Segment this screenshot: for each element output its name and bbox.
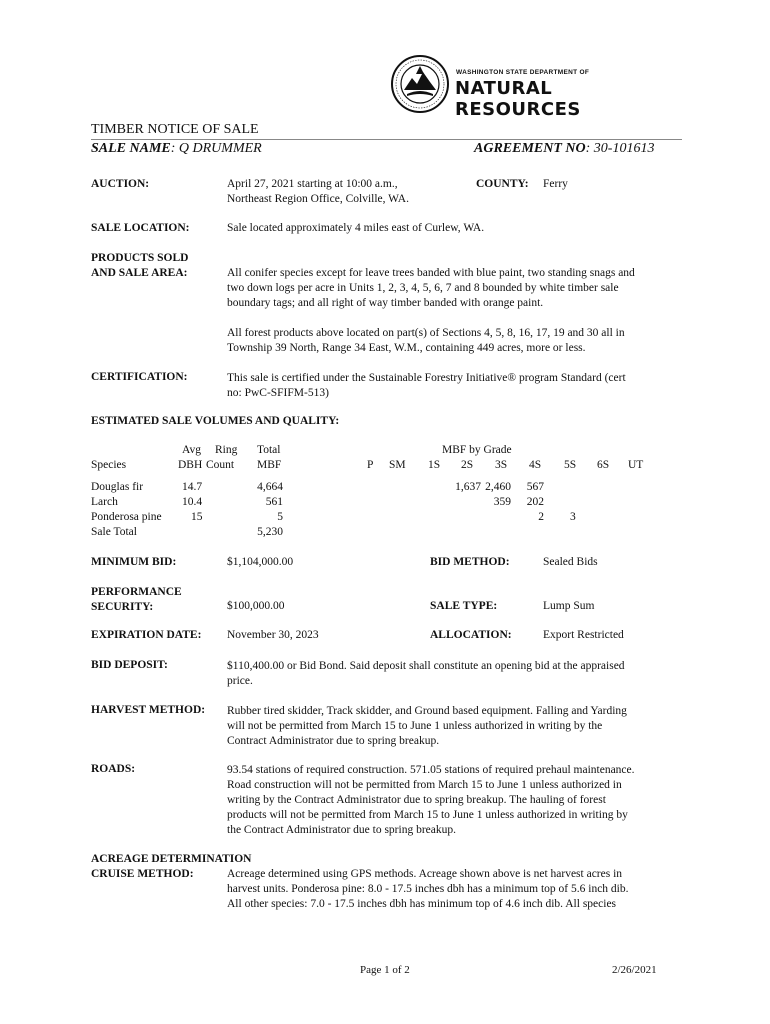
dept-line2: NATURAL RESOURCES (455, 78, 581, 120)
acreage-value (227, 867, 629, 912)
products-paragraph2 (227, 326, 625, 356)
harvest-line: Contract Administrator due to spring breakup. (227, 735, 440, 747)
col-header-count: Count (206, 459, 235, 471)
products-p1-line: All conifer species except for leave trees banded with blue paint, two standing snags and (227, 267, 635, 279)
sale-location-value: Sale located approximately 4 miles east of Curlew, WA. (227, 222, 485, 234)
min-bid-value: $1,104,000.00 (227, 556, 294, 568)
bid-deposit-line: $110,400.00 or Bid Bond. Said deposit shall constitute an opening bid at the appraised (227, 660, 625, 672)
row-species: Larch (91, 496, 118, 508)
row-total: 4,664 (257, 481, 283, 493)
min-bid-label: MINIMUM BID: (91, 556, 177, 568)
bid-method-label: BID METHOD: (430, 556, 510, 568)
grade-header-4s: 4S (529, 459, 542, 471)
expiration-label: EXPIRATION DATE: (91, 629, 202, 641)
col-header-dbh: DBH (178, 459, 203, 471)
page-number: Page 1 of 2 (360, 964, 410, 976)
title-divider (91, 139, 682, 140)
row-total: 561 (265, 496, 283, 508)
row-grade-3s: 359 (493, 496, 511, 508)
county-label: COUNTY: (476, 178, 529, 190)
row-grade-3s: 2,460 (485, 481, 511, 493)
performance-label-line1: PERFORMANCE (91, 586, 182, 598)
performance-label (91, 585, 182, 615)
sale-name-label: SALE NAME (91, 141, 171, 156)
harvest-method-value (227, 704, 627, 749)
sale-location-label: SALE LOCATION: (91, 222, 190, 234)
performance-value: $100,000.00 (227, 600, 285, 612)
harvest-line: will not be permitted from March 15 to June 1 unless authorized in writing by the (227, 720, 603, 732)
grade-header-p: P (367, 459, 374, 471)
dnr-seal-icon (390, 54, 450, 114)
row-grade-4s: 202 (526, 496, 544, 508)
volumes-heading: ESTIMATED SALE VOLUMES AND QUALITY: (91, 415, 340, 427)
row-grade-4s: 2 (538, 511, 544, 523)
bid-deposit-label: BID DEPOSIT: (91, 659, 168, 671)
auction-line1: April 27, 2021 starting at 10:00 a.m., (227, 178, 398, 190)
certification-line: This sale is certified under the Sustainable Forestry Initiative® program Standard (cert (227, 372, 626, 384)
auction-line2: Northeast Region Office, Colville, WA. (227, 193, 409, 205)
row-grade-5s: 3 (570, 511, 576, 523)
harvest-method-label: HARVEST METHOD: (91, 704, 206, 716)
grade-header-6s: 6S (597, 459, 610, 471)
sale-type-label: SALE TYPE: (430, 600, 498, 612)
col-header-avg: Avg (182, 444, 201, 456)
products-label-line2: AND SALE AREA: (91, 267, 188, 279)
products-p2-line: All forest products above located on part(s) of Sections 4, 5, 8, 16, 17, 19 and 30 all in (227, 327, 625, 339)
certification-value (227, 371, 626, 401)
volume-table (91, 444, 671, 544)
sale-name-value: : Q DRUMMER (170, 141, 262, 156)
products-p2-line: Township 39 North, Range 34 East, W.M., containing 449 acres, more or less. (227, 342, 586, 354)
county-value: Ferry (543, 178, 568, 190)
bid-deposit-line: price. (227, 675, 253, 687)
agreement-label: AGREEMENT NO (474, 141, 586, 156)
row-dbh: 14.7 (182, 481, 203, 493)
expiration-value: November 30, 2023 (227, 629, 319, 641)
agreement-no (474, 141, 654, 157)
row-grade-2s: 1,637 (455, 481, 481, 493)
roads-label: ROADS: (91, 763, 136, 775)
products-p1-line: boundary tags; and all right of way timber banded with orange paint. (227, 297, 544, 309)
row-dbh: 10.4 (182, 496, 203, 508)
col-header-ring: Ring (215, 444, 238, 456)
row-grade-4s: 567 (526, 481, 544, 493)
row-total: 5,230 (257, 526, 283, 538)
col-header-total: Total (257, 444, 281, 456)
grade-header-ut: UT (628, 459, 644, 471)
auction-value (227, 177, 409, 207)
footer-date: 2/26/2021 (612, 964, 657, 976)
acreage-label-line1: ACREAGE DETERMINATION (91, 853, 252, 865)
dept-line1: WASHINGTON STATE DEPARTMENT OF (456, 69, 590, 76)
products-label (91, 251, 188, 281)
roads-line: the Contract Administrator due to spring breakup. (227, 824, 456, 836)
products-paragraph1 (227, 266, 635, 311)
sale-type-value: Lump Sum (543, 600, 595, 612)
allocation-value: Export Restricted (543, 629, 624, 641)
agreement-value: : 30-101613 (585, 141, 655, 156)
harvest-line: Rubber tired skidder, Track skidder, and Ground based equipment. Falling and Yarding (227, 705, 627, 717)
row-species: Douglas fir (91, 481, 144, 493)
page-title: TIMBER NOTICE OF SALE (91, 122, 259, 137)
col-header-mbf: MBF (257, 459, 282, 471)
acreage-line: harvest units. Ponderosa pine: 8.0 - 17.5 inches dbh has a minimum top of 5.6 inch dib. (227, 883, 629, 895)
sale-name (91, 141, 262, 157)
auction-label: AUCTION: (91, 178, 150, 190)
acreage-line: All other species: 7.0 - 17.5 inches dbh has minimum top of 4.6 inch dib. All species (227, 898, 617, 910)
roads-line: products will not be permitted from March 15 to June 1 unless authorized in writing by (227, 809, 628, 821)
col-header-species: Species (91, 459, 127, 471)
bid-method-value: Sealed Bids (543, 556, 598, 568)
roads-line: writing by the Contract Administrator due to spring breakup. The hauling of forest (227, 794, 606, 806)
grade-header-5s: 5S (564, 459, 577, 471)
row-species: Sale Total (91, 526, 137, 538)
grade-header-2s: 2S (461, 459, 474, 471)
performance-label-line2: SECURITY: (91, 601, 154, 613)
grade-header-3s: 3S (495, 459, 508, 471)
col-header-mbf-by-grade: MBF by Grade (442, 444, 512, 456)
row-total: 5 (277, 511, 283, 523)
grade-header-1s: 1S (428, 459, 441, 471)
certification-label: CERTIFICATION: (91, 371, 188, 383)
row-species: Ponderosa pine (91, 511, 162, 523)
grade-header-sm: SM (389, 459, 406, 471)
roads-line: Road construction will not be permitted from March 15 to June 1 unless authorized in (227, 779, 622, 791)
products-label-line1: PRODUCTS SOLD (91, 252, 189, 264)
bid-deposit-value (227, 659, 625, 689)
products-p1-line: two down logs per acre in Units 1, 2, 3, 4, 5, 6, 7 and 8 bounded by white timber sale (227, 282, 619, 294)
roads-line: 93.54 stations of required construction. 571.05 stations of required prehaul maintenance. (227, 764, 635, 776)
acreage-label-line2: CRUISE METHOD: (91, 868, 194, 880)
certification-line: no: PwC-SFIFM-513) (227, 387, 329, 399)
allocation-label: ALLOCATION: (430, 629, 512, 641)
acreage-line: Acreage determined using GPS methods. Acreage shown above is net harvest acres in (227, 868, 623, 880)
dnr-logo (390, 54, 680, 120)
roads-value (227, 763, 635, 838)
row-dbh: 15 (191, 511, 203, 523)
